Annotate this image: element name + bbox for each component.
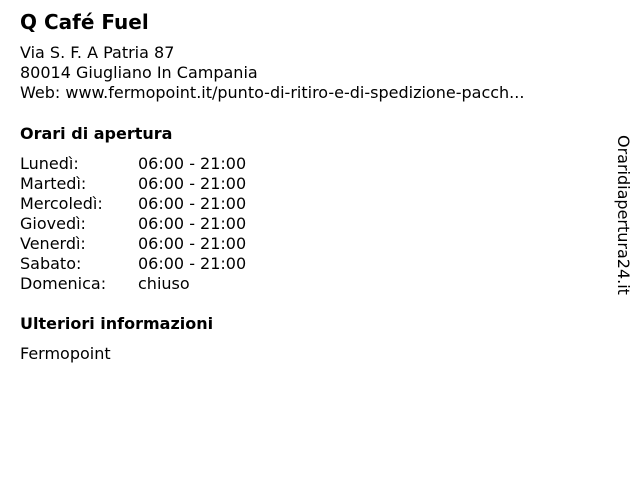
street-address: Via S. F. A Patria 87 — [20, 43, 175, 62]
hours-row-sunday — [20, 274, 246, 294]
hours-row-monday — [20, 154, 246, 174]
hours-day: Domenica: — [20, 274, 107, 293]
city-address: 80014 Giugliano In Campania — [20, 63, 258, 82]
site-watermark-text: Oraridiapertura24.it — [614, 135, 633, 295]
hours-day: Mercoledì: — [20, 194, 103, 213]
hours-time: 06:00 - 21:00 — [138, 234, 247, 253]
hours-row-tuesday — [20, 174, 246, 194]
hours-time: 06:00 - 21:00 — [138, 214, 247, 233]
website-link[interactable] — [20, 83, 524, 103]
opening-hours-table — [20, 154, 246, 294]
hours-day: Martedì: — [20, 174, 87, 193]
hours-time: 06:00 - 21:00 — [138, 174, 247, 193]
hours-row-thursday — [20, 214, 246, 234]
hours-time: 06:00 - 21:00 — [138, 254, 247, 273]
hours-day: Venerdì: — [20, 234, 86, 253]
website-link-text[interactable]: Web: www.fermopoint.it/punto-di-ritiro-e-di-spedizione-pacch... — [20, 83, 525, 102]
opening-hours-title: Orari di apertura — [20, 124, 173, 143]
address-block — [20, 43, 524, 103]
hours-row-friday — [20, 234, 246, 254]
hours-day: Giovedì: — [20, 214, 86, 233]
further-info-title: Ulteriori informazioni — [20, 314, 214, 333]
hours-row-wednesday — [20, 194, 246, 214]
hours-time: 06:00 - 21:00 — [138, 154, 247, 173]
hours-row-saturday — [20, 254, 246, 274]
hours-day: Sabato: — [20, 254, 82, 273]
hours-time: 06:00 - 21:00 — [138, 194, 247, 213]
further-info-text: Fermopoint — [20, 344, 111, 363]
business-name: Q Café Fuel — [20, 10, 149, 34]
hours-time: chiuso — [138, 274, 190, 293]
site-watermark — [612, 135, 634, 307]
hours-day: Lunedì: — [20, 154, 79, 173]
